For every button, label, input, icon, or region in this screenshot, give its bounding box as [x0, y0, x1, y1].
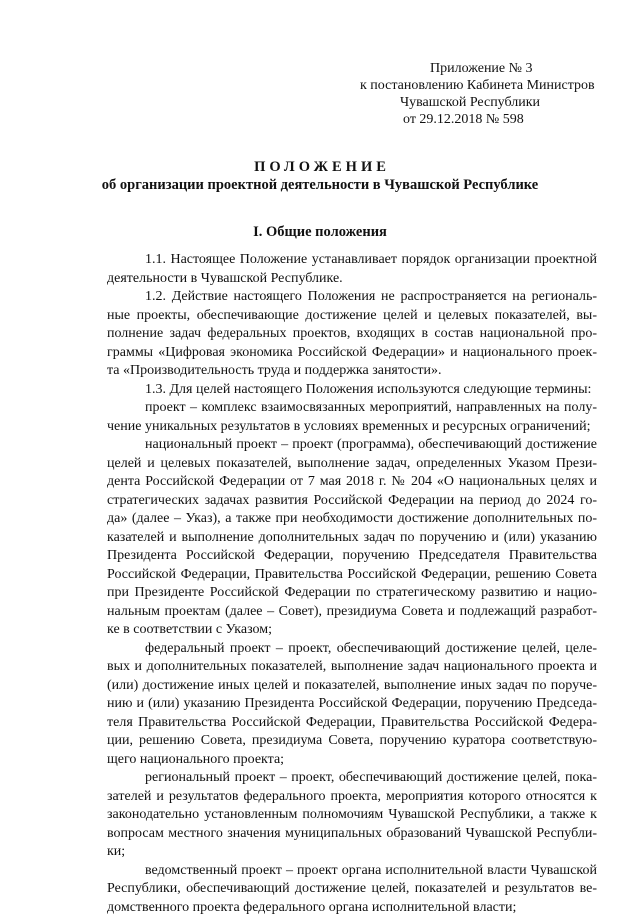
- paragraph: [107, 436, 597, 640]
- paragraph-line: зателей и результатов федерального проекта, мероприятия которого относятся к: [107, 788, 597, 807]
- section-heading: I. Общие положения: [0, 224, 640, 241]
- paragraph-line: Президента Российской Федерации, поручению Председателя Правительства: [107, 547, 597, 566]
- annex-republic: Чувашской Республики: [360, 94, 595, 111]
- paragraph: [107, 862, 597, 917]
- paragraph-line: Республики, обеспечивающий достижение целей, показателей и результатов ве-: [107, 880, 597, 899]
- paragraph-line: ки;: [107, 843, 597, 862]
- document-title: [0, 158, 640, 194]
- paragraph-line: казателей и выполнение дополнительных задач по поручению и (или) указанию: [107, 529, 597, 548]
- paragraph-line: дента Российской Федерации от 7 мая 2018 г. № 204 «О национальных целях и: [107, 473, 597, 492]
- paragraph-line: нальным проектам (далее – Совет), президиума Совета и подлежащий разработ-: [107, 603, 597, 622]
- paragraph: [107, 288, 597, 381]
- paragraph-line: 1.3. Для целей настоящего Положения используются следующие термины:: [107, 381, 597, 400]
- paragraph-line: при Президенте Российской Федерации по стратегическому развитию и нацио-: [107, 584, 597, 603]
- body-text: [107, 251, 597, 917]
- paragraph-line: полнение задач федеральных проектов, входящих в состав национальной про-: [107, 325, 597, 344]
- paragraph: [107, 399, 597, 436]
- paragraph-line: (или) достижение иных целей и показателей, выполнение иных задач по поруче-: [107, 677, 597, 696]
- paragraph-line: чение уникальных результатов в условиях временных и ресурсных ограничений;: [107, 418, 597, 437]
- paragraph-line: национальный проект – проект (программа), обеспечивающий достижение: [107, 436, 597, 455]
- annex-date: от 29.12.2018 № 598: [360, 111, 595, 128]
- paragraph-line: да» (далее – Указ), а также при необходимости достижение дополнительных по-: [107, 510, 597, 529]
- paragraph-line: ные проекты, обеспечивающие достижение целей и целевых показателей, вы-: [107, 307, 597, 326]
- annex-number: Приложение № 3: [360, 60, 595, 77]
- paragraph-line: ции, решению Совета, президиума Совета, поручению куратора соответствую-: [107, 732, 597, 751]
- paragraph-line: вых и дополнительных показателей, выполнение задач национального проекта и: [107, 658, 597, 677]
- paragraph-line: законодательно установленным полномочиям Чувашской Республики, а также к: [107, 806, 597, 825]
- annex-resolution: к постановлению Кабинета Министров: [360, 77, 595, 94]
- paragraph: [107, 381, 597, 400]
- paragraph-line: целей и целевых показателей, выполнение задач, определенных Указом Прези-: [107, 455, 597, 474]
- title-main: ПОЛОЖЕНИЕ: [0, 158, 640, 176]
- paragraph-line: нию и (или) указанию Президента Российской Федерации, поручению Председа-: [107, 695, 597, 714]
- paragraph-line: федеральный проект – проект, обеспечивающий достижение целей, целе-: [107, 640, 597, 659]
- paragraph: [107, 769, 597, 862]
- paragraph-line: Российской Федерации, Правительства Российской Федерации, решению Совета: [107, 566, 597, 585]
- paragraph-line: деятельности в Чувашской Республике.: [107, 270, 597, 289]
- paragraph-line: ке в соответствии с Указом;: [107, 621, 597, 640]
- paragraph-line: домственного проекта федерального органа исполнительной власти;: [107, 899, 597, 917]
- paragraph-line: региональный проект – проект, обеспечивающий достижение целей, пока-: [107, 769, 597, 788]
- paragraph-line: граммы «Цифровая экономика Российской Федерации» и национального проек-: [107, 344, 597, 363]
- paragraph-line: теля Правительства Российской Федерации, Правительства Российской Федера-: [107, 714, 597, 733]
- paragraph-line: проект – комплекс взаимосвязанных мероприятий, направленных на полу-: [107, 399, 597, 418]
- annex-block: [360, 60, 595, 128]
- paragraph: [107, 640, 597, 770]
- title-subtitle: об организации проектной деятельности в Чувашской Республике: [0, 176, 640, 194]
- paragraph-line: щего национального проекта;: [107, 751, 597, 770]
- paragraph-line: вопросам местного значения муниципальных образований Чувашской Республи-: [107, 825, 597, 844]
- paragraph-line: стратегических задачах развития Российской Федерации на период до 2024 го-: [107, 492, 597, 511]
- paragraph-line: та «Производительность труда и поддержка занятости».: [107, 362, 597, 381]
- paragraph-line: 1.1. Настоящее Положение устанавливает порядок организации проектной: [107, 251, 597, 270]
- paragraph-line: ведомственный проект – проект органа исполнительной власти Чувашской: [107, 862, 597, 881]
- paragraph: [107, 251, 597, 288]
- paragraph-line: 1.2. Действие настоящего Положения не распространяется на региональ-: [107, 288, 597, 307]
